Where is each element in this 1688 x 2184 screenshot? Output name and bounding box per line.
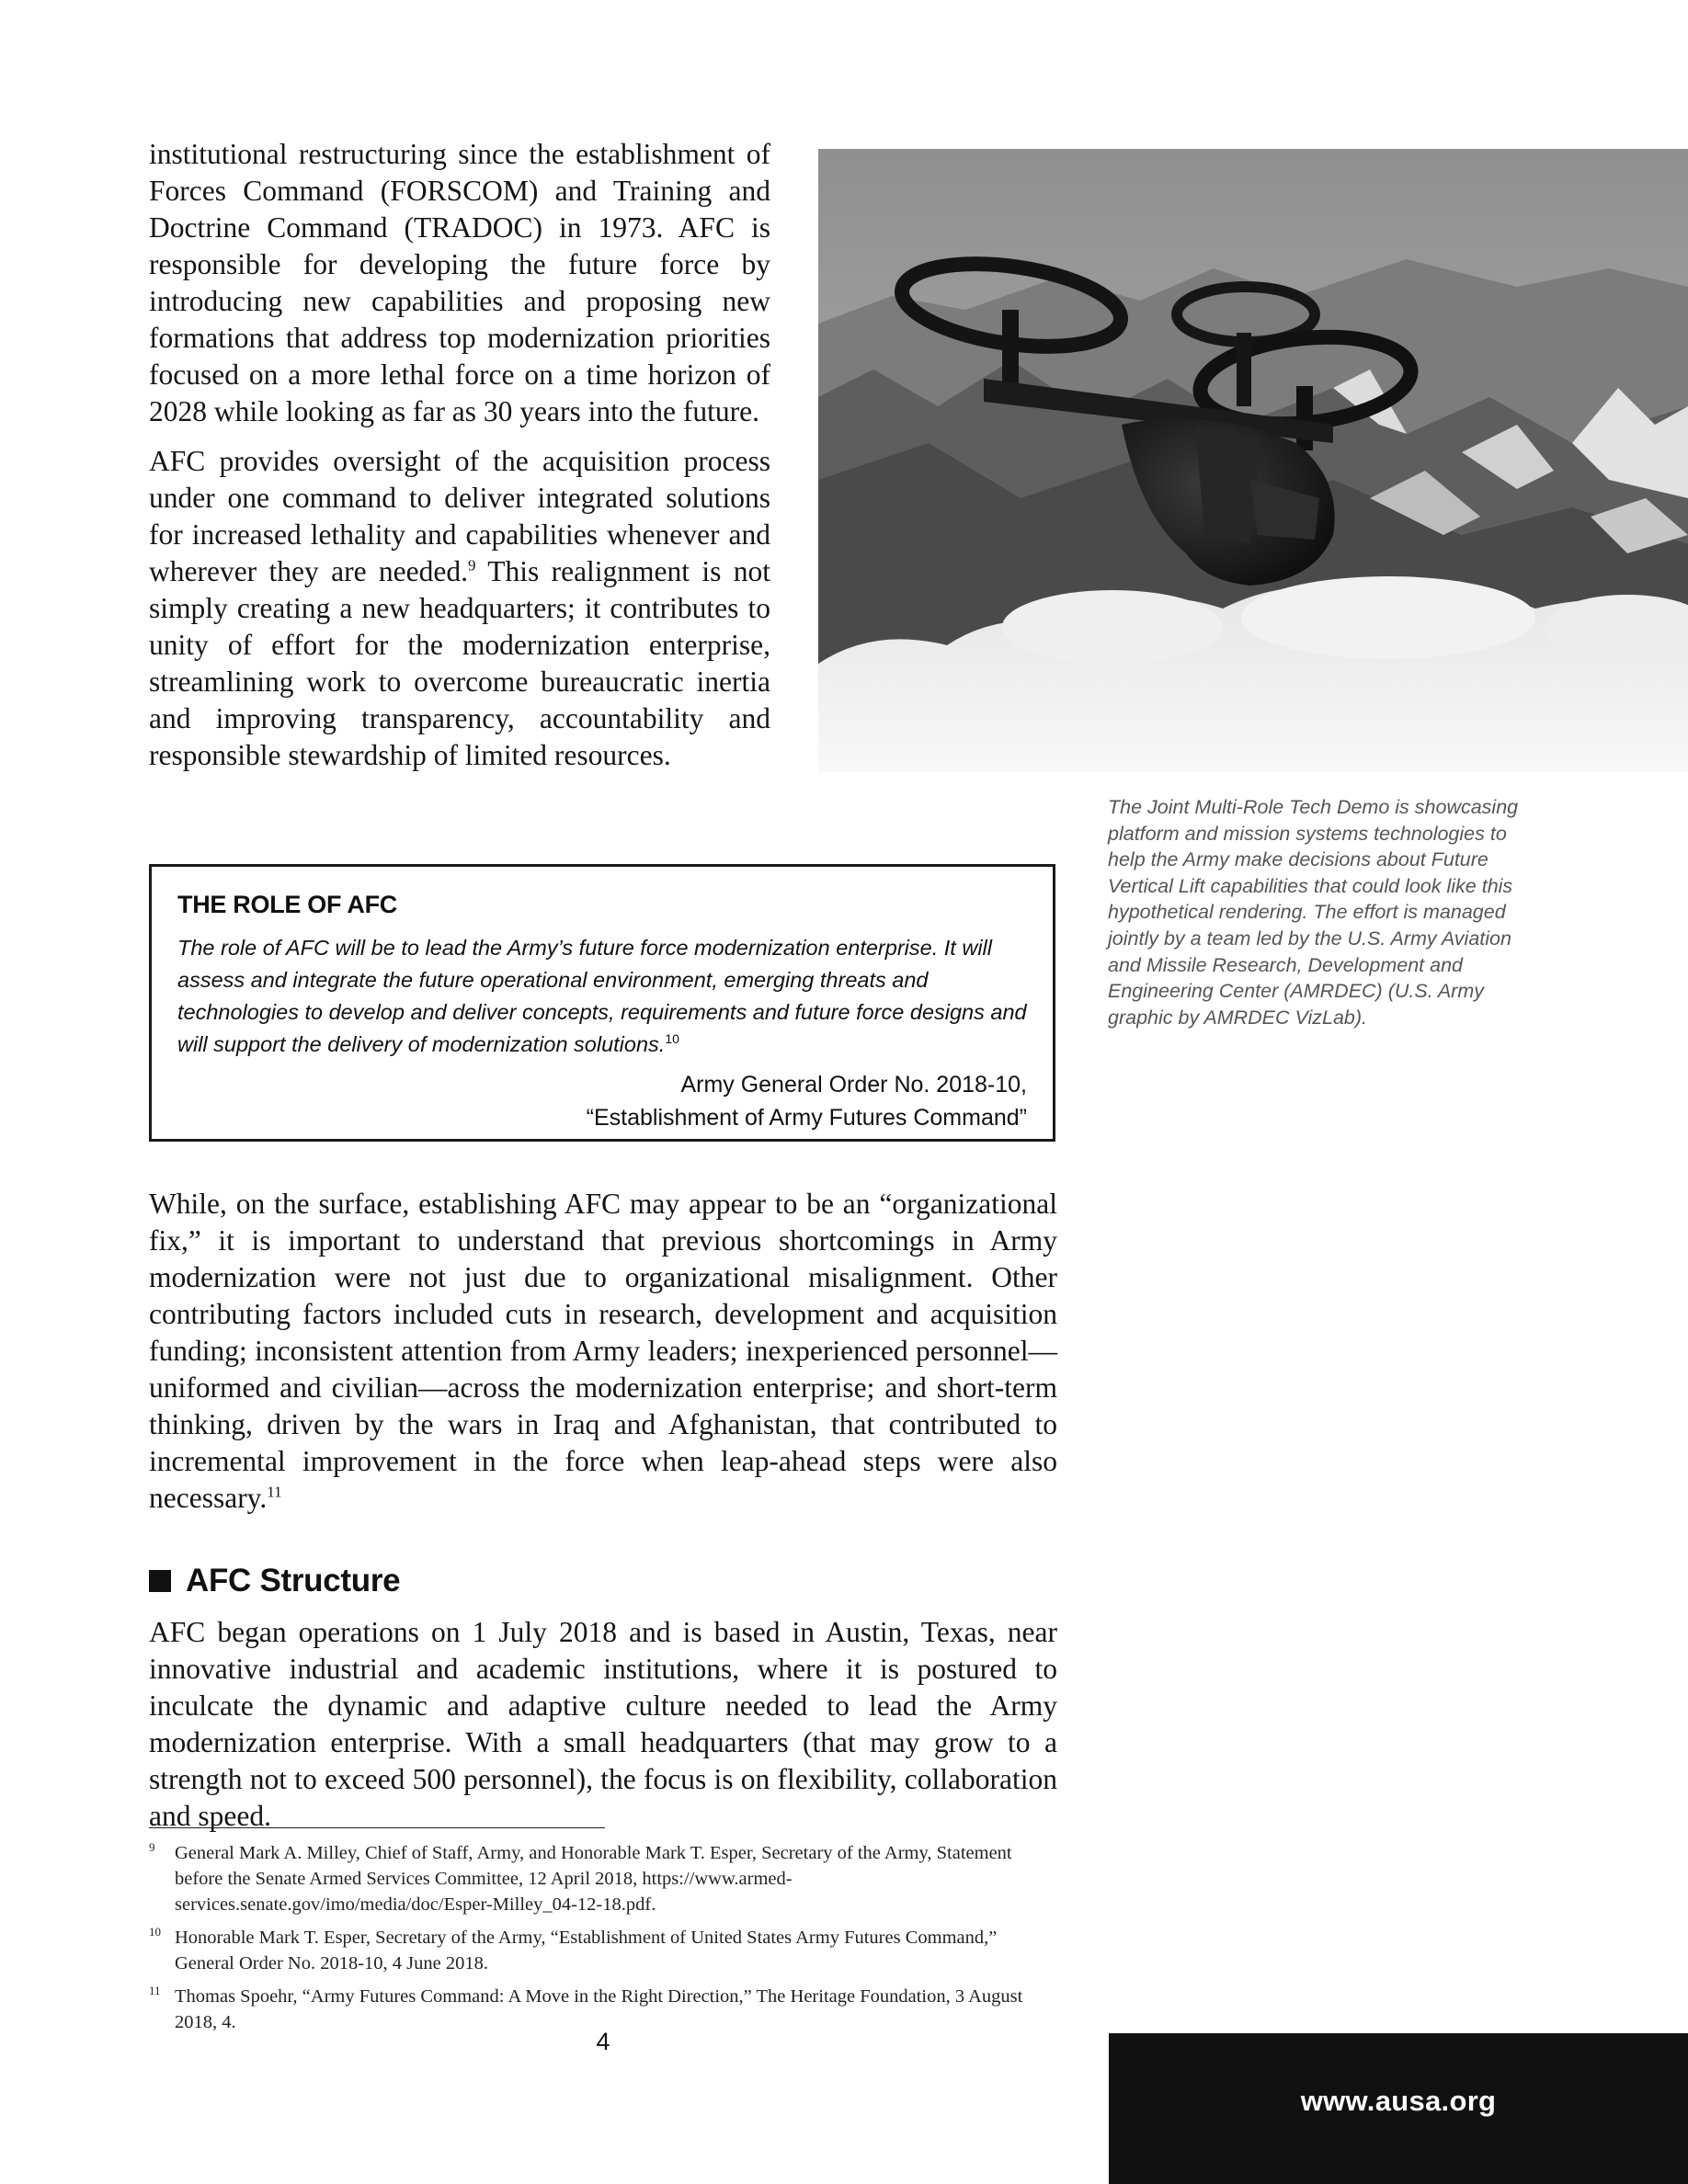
photo-caption: The Joint Multi-Role Tech Demo is showcasing platform and mission systems technologies to help the Army make decisions about Future Vertical Lift capabilities that could look like this hypothetical rendering. The effort is managed jointly by a team led by the U.S. Army Aviation and Missile Research, Development and Engineering Center (AMRDEC) (U.S. Army graphic by AMRDEC VizLab). <box>1108 796 1519 1029</box>
afc-structure-paragraph: AFC began operations on 1 July 2018 and is based in Austin, Texas, near innovative industrial and academic institutions, where it is postured to inculcate the dynamic and adaptive culture needed to lead the Army modernization enterprise. With a small headquarters (that may grow to a strength not to exceed 500 personnel), the focus is on flexibility, collaboration and speed. <box>149 1616 1057 1832</box>
footnote-ref-10[interactable]: 10 <box>665 1031 679 1047</box>
callout-citation-line-1: Army General Order No. 2018-10, <box>680 1072 1027 1098</box>
footnote-number: 9 <box>149 1840 155 1854</box>
footnotes <box>149 1840 1059 2042</box>
intro-paragraph-2 <box>149 443 770 774</box>
aircraft-photo <box>818 149 1688 772</box>
footnote-ref-9[interactable]: 9 <box>467 556 476 574</box>
footnote-divider <box>149 1827 605 1828</box>
afc-structure-heading <box>149 1561 400 1601</box>
role-of-afc-callout <box>149 864 1055 1142</box>
footnote-ref-11[interactable]: 11 <box>267 1483 282 1501</box>
website-link[interactable]: www.ausa.org <box>1300 2085 1497 2117</box>
afc-structure-section <box>149 1614 1057 1848</box>
modernization-paragraph-text: While, on the surface, establishing AFC may appear to be an “organizational fix,” it is important to understand that previous shortcomings in Army modernization were not just due to organizational misalignment. Other contributing factors included cuts in research, development and acquisition funding; inconsistent attention from Army leaders; inexperienced personnel—uniformed and civilian—across the modernization enterprise; and short-term thinking, driven by the wars in Iraq and Afghanistan, that contributed to incremental improvement in the force when leap-ahead steps were also necessary. <box>149 1188 1057 1514</box>
callout-citation <box>177 1068 1027 1134</box>
footnote-number: 10 <box>149 1925 161 1939</box>
intro-paragraph-1: institutional restructuring since the establishment of Forces Command (FORSCOM) and Training and Doctrine Command (TRADOC) in 1973. AFC is responsible for developing the future force by introducing new capabilities and proposing new formations that address top modernization priorities focused on a more lethal force on a time horizon of 2028 while looking as far as 30 years into the future. <box>149 138 770 427</box>
page-number: 4 <box>596 2028 610 2055</box>
intro-column <box>149 136 770 787</box>
intro-paragraph-2-text-a: AFC provides oversight of the acquisition process under one command to deliver integrated solutions for increased lethality and capabilities whenever and wherever they are needed. <box>149 445 770 587</box>
footnote-10 <box>149 1925 1059 1976</box>
footnote-text: Thomas Spoehr, “Army Futures Command: A Move in the Right Direction,” The Heritage Foundation, 3 August 2018, 4. <box>175 1986 1023 2032</box>
footnote-number: 11 <box>149 1984 161 1997</box>
modernization-paragraph <box>149 1186 1057 1517</box>
modernization-section <box>149 1186 1057 1530</box>
heading-square-bullet-icon <box>149 1570 171 1592</box>
footnote-text: General Mark A. Milley, Chief of Staff, Army, and Honorable Mark T. Esper, Secretary of the Army, Statement before the Senate Armed Services Committee, 12 April 2018, https://www.armed-services.senate.gov/imo/media/doc/Esper-Milley_04-12-18.pdf. <box>175 1843 1012 1915</box>
callout-quote <box>177 932 1027 1061</box>
callout-quote-text: The role of AFC will be to lead the Army’s future force modernization enterprise. It will assess and integrate the future operational environment, emerging threats and technologies to develop and deliver concepts, requirements and future force designs and will support the delivery of modernization solutions. <box>177 936 1027 1056</box>
intro-paragraph-2-text-b: This realignment is not simply creating a new headquarters; it contributes to unity of effort for the modernization enterprise, streamlining work to overcome bureaucratic inertia and improving transparency, accountability and responsible stewardship of limited resources. <box>149 555 770 771</box>
callout-title: THE ROLE OF AFC <box>177 891 397 918</box>
footnote-9 <box>149 1840 1059 1917</box>
afc-structure-heading-text: AFC Structure <box>186 1563 401 1598</box>
callout-citation-line-2: “Establishment of Army Futures Command” <box>586 1105 1027 1131</box>
aircraft-photo-image <box>818 149 1688 772</box>
footnote-text: Honorable Mark T. Esper, Secretary of the Army, “Establishment of United States Army Futures Command,” General Order No. 2018-10, 4 June 2018. <box>175 1928 998 1974</box>
